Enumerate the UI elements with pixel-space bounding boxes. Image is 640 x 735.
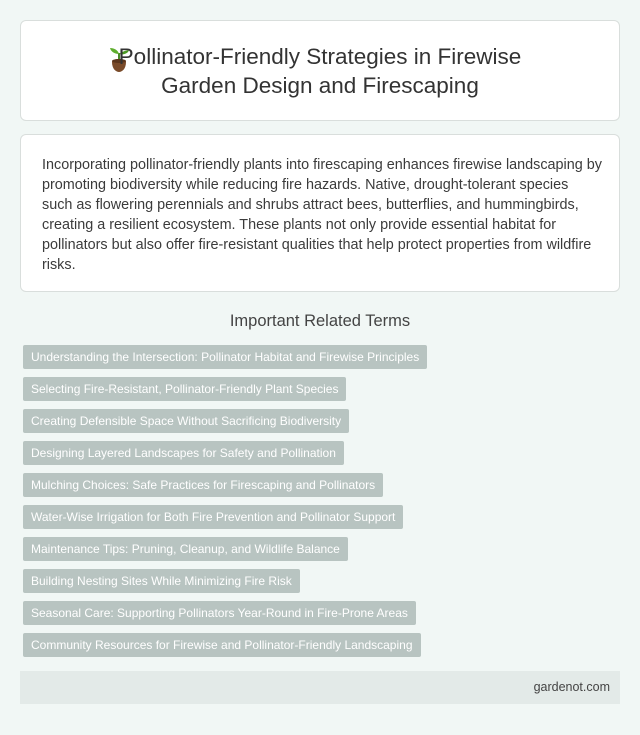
related-term-tag[interactable]: Selecting Fire-Resistant, Pollinator-Friendly Plant Species bbox=[23, 377, 346, 401]
description-text: Incorporating pollinator-friendly plants into firescaping enhances firewise landscaping by promoting biodiversity while reducing fire hazards. Native, drought-tolerant species such as flowering perennials and shrubs attract bees, butterflies, and hummingbirds, creating a resilient ecosystem. These plants not only provide essential habitat for pollinators but also offer fire-resistant qualities that help protect properties from wildfire risks. bbox=[42, 157, 602, 273]
related-term-tag[interactable]: Community Resources for Firewise and Pollinator-Friendly Landscaping bbox=[23, 633, 421, 657]
related-term-tag[interactable]: Understanding the Intersection: Pollinator Habitat and Firewise Principles bbox=[23, 345, 427, 369]
related-term-tag[interactable]: Creating Defensible Space Without Sacrificing Biodiversity bbox=[23, 409, 349, 433]
related-term-tag[interactable]: Maintenance Tips: Pruning, Cleanup, and Wildlife Balance bbox=[23, 537, 348, 561]
title-card bbox=[20, 20, 620, 121]
related-term-tag[interactable]: Building Nesting Sites While Minimizing Fire Risk bbox=[23, 569, 300, 593]
related-term-tag[interactable]: Mulching Choices: Safe Practices for Firescaping and Pollinators bbox=[23, 473, 383, 497]
related-term-tag[interactable]: Water-Wise Irrigation for Both Fire Prevention and Pollinator Support bbox=[23, 505, 403, 529]
related-terms-list bbox=[23, 345, 427, 665]
footer bbox=[20, 671, 620, 704]
footer-site-link[interactable]: gardenot.com bbox=[533, 680, 610, 694]
related-term-tag[interactable]: Designing Layered Landscapes for Safety and Pollination bbox=[23, 441, 344, 465]
description-card bbox=[20, 134, 620, 292]
terms-heading: Important Related Terms bbox=[229, 312, 411, 330]
related-term-tag[interactable]: Seasonal Care: Supporting Pollinators Year-Round in Fire-Prone Areas bbox=[23, 601, 416, 625]
page-title: Pollinator-Friendly Strategies in Firewise Garden Design and Firescaping bbox=[118, 43, 522, 98]
